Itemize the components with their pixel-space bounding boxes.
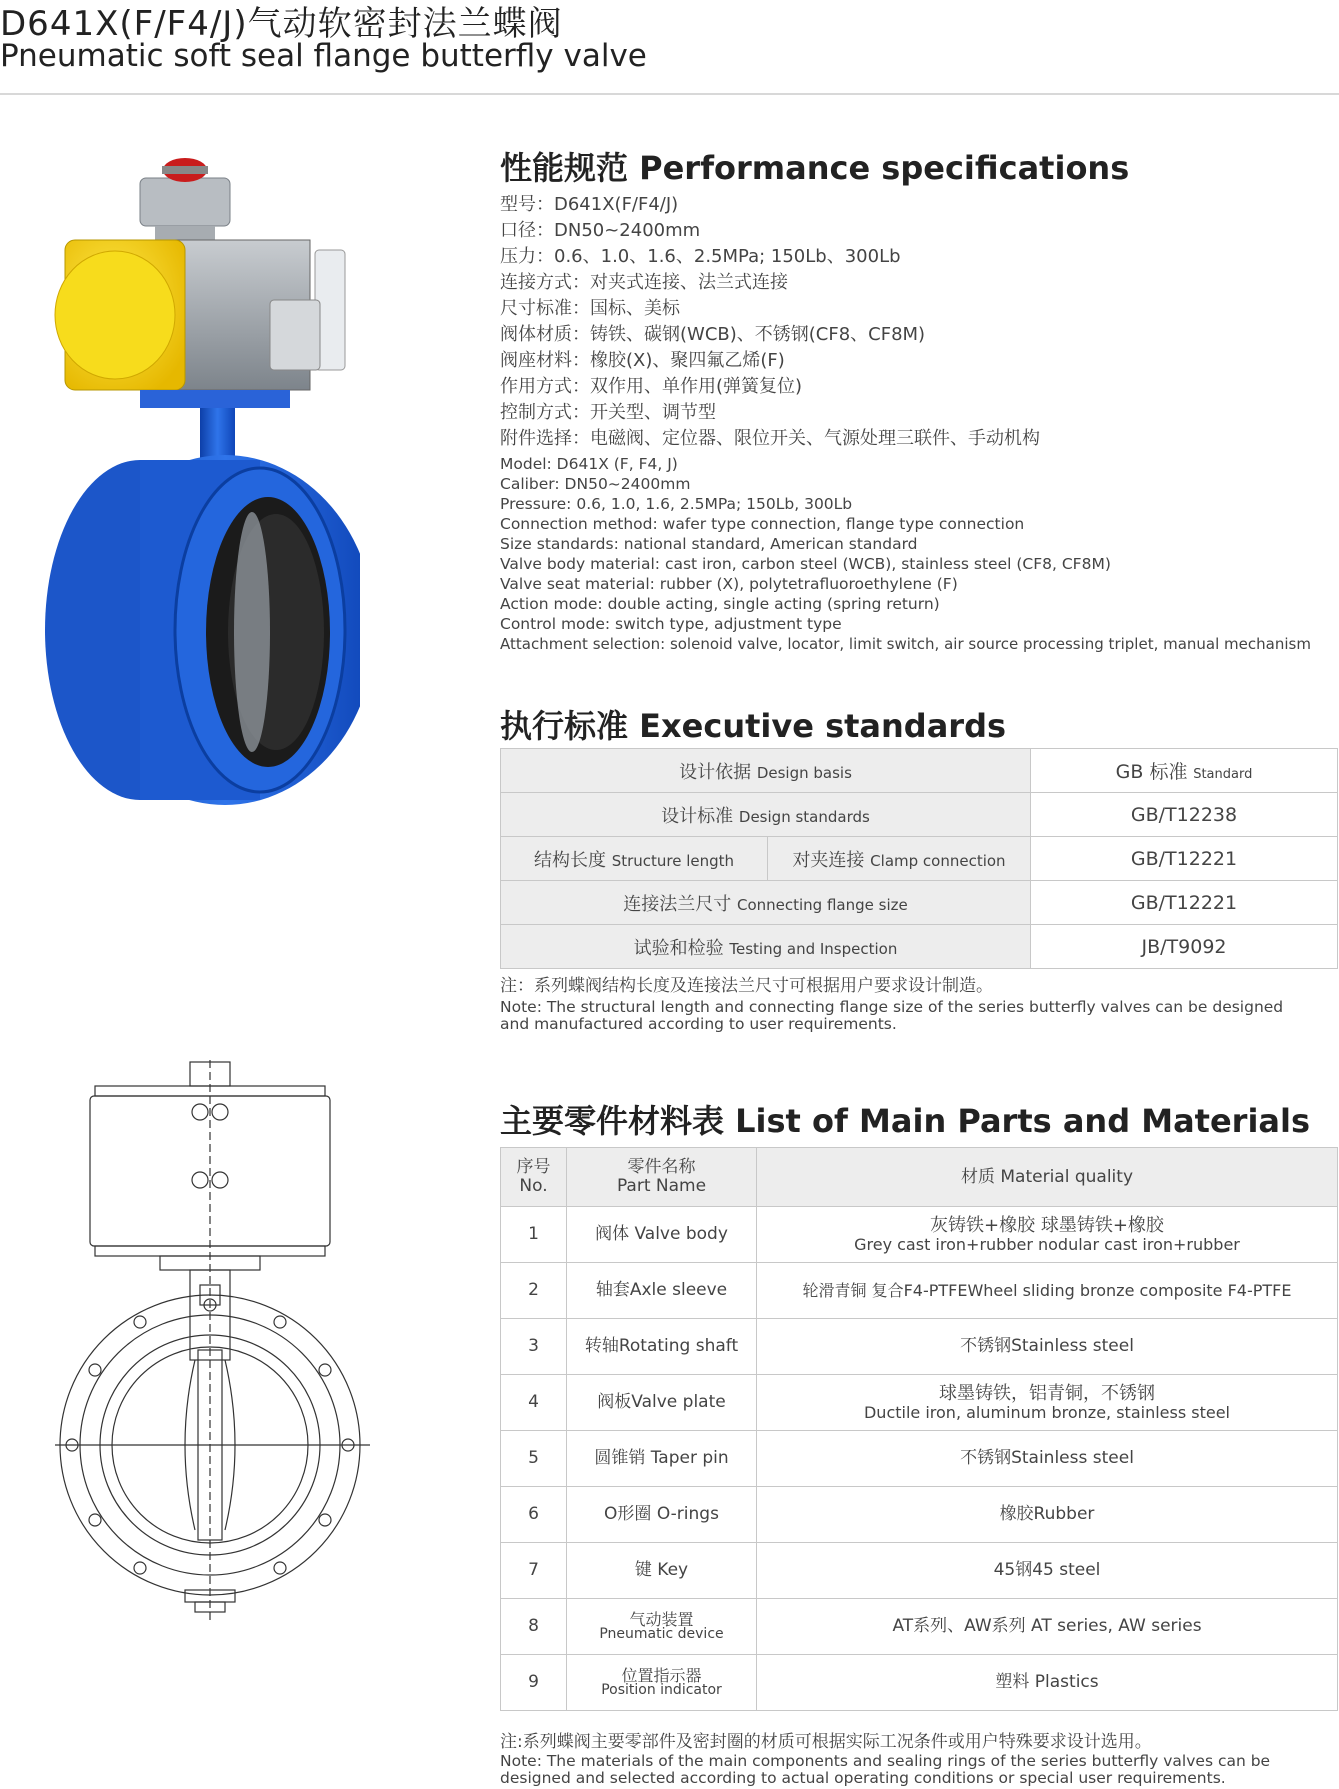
spec-cn-line: 型号：D641X(F/F4/J) xyxy=(500,194,679,215)
row-material: 球墨铸铁，铝青铜，不锈钢 Ductile iron, aluminum bronze, stainless steel xyxy=(757,1375,1338,1431)
table-cell: GB/T12238 xyxy=(1031,793,1338,837)
header-material: 材质 Material quality xyxy=(757,1148,1338,1207)
standards-heading: 执行标准 Executive standards xyxy=(500,707,1007,745)
row-name: O形圈 O-rings xyxy=(567,1487,757,1543)
standards-note-en: Note: The structural length and connecting flange size of the series butterfly valves can be designed xyxy=(500,998,1284,1016)
standards-note-cn: 注：系列蝶阀结构长度及连接法兰尺寸可根据用户要求设计制造。 xyxy=(500,976,993,996)
table-cell: 连接法兰尺寸 Connecting flange size xyxy=(501,881,1031,925)
page-title-cn: D641X(F/F4/J)气动软密封法兰蝶阀 xyxy=(0,4,563,44)
valve-drawing xyxy=(55,1060,375,1620)
spec-cn-line: 作用方式：双作用、单作用(弹簧复位) xyxy=(500,376,803,397)
table-cell: GB/T12221 xyxy=(1031,881,1338,925)
row-no: 9 xyxy=(501,1655,567,1711)
row-name: 键 Key xyxy=(567,1543,757,1599)
parts-heading: 主要零件材料表 List of Main Parts and Materials xyxy=(500,1102,1311,1140)
standards-note-en: and manufactured according to user requirements. xyxy=(500,1015,897,1033)
row-name: 轴套Axle sleeve xyxy=(567,1263,757,1319)
row-no: 2 xyxy=(501,1263,567,1319)
standards-table xyxy=(500,748,1338,969)
table-row xyxy=(501,1319,1338,1375)
performance-cn-list xyxy=(500,192,1040,452)
row-material: 灰铸铁+橡胶 球墨铸铁+橡胶 Grey cast iron+rubber nodular cast iron+rubber xyxy=(757,1207,1338,1263)
row-no: 7 xyxy=(501,1543,567,1599)
table-header-row xyxy=(501,1148,1338,1207)
table-row xyxy=(501,1207,1338,1263)
row-material: 不锈钢Stainless steel xyxy=(757,1319,1338,1375)
spec-en-line: Attachment selection: solenoid valve, locator, limit switch, air source processing triplet, manual mechanism xyxy=(500,635,1311,653)
table-cell: GB 标准 Standard xyxy=(1031,749,1338,793)
parts-table xyxy=(500,1147,1338,1711)
spec-en-line: Connection method: wafer type connection, flange type connection xyxy=(500,515,1025,533)
row-no: 3 xyxy=(501,1319,567,1375)
row-name: 转轴Rotating shaft xyxy=(567,1319,757,1375)
row-no: 6 xyxy=(501,1487,567,1543)
spec-cn-line: 尺寸标准：国标、美标 xyxy=(500,298,680,319)
spec-en-line: Valve seat material: rubber (X), polytetrafluoroethylene (F) xyxy=(500,575,958,593)
table-cell: 设计标准 Design standards xyxy=(501,793,1031,837)
table-cell: 设计依据 Design basis xyxy=(501,749,1031,793)
table-row xyxy=(501,1431,1338,1487)
spec-cn-line: 口径：DN50~2400mm xyxy=(500,220,701,241)
row-no: 1 xyxy=(501,1207,567,1263)
header-no: 序号 No. xyxy=(501,1148,567,1207)
performance-en-list xyxy=(500,454,1311,654)
row-name: 阀体 Valve body xyxy=(567,1207,757,1263)
table-row xyxy=(501,1263,1338,1319)
page-title-en: Pneumatic soft seal flange butterfly valve xyxy=(0,38,647,74)
spec-en-line: Caliber: DN50~2400mm xyxy=(500,475,691,493)
valve-photo xyxy=(40,150,360,890)
table-cell: GB/T12221 xyxy=(1031,837,1338,881)
row-no: 4 xyxy=(501,1375,567,1431)
spec-en-line: Pressure: 0.6, 1.0, 1.6, 2.5MPa; 150Lb, 300Lb xyxy=(500,495,853,513)
spec-cn-line: 附件选择：电磁阀、定位器、限位开关、气源处理三联件、手动机构 xyxy=(500,428,1040,449)
table-row xyxy=(501,881,1338,925)
spec-cn-line: 连接方式：对夹式连接、法兰式连接 xyxy=(500,272,788,293)
title-divider xyxy=(0,93,1339,95)
spec-en-line: Action mode: double acting, single acting (spring return) xyxy=(500,595,940,613)
row-material: AT系列、AW系列 AT series, AW series xyxy=(757,1599,1338,1655)
spec-en-line: Control mode: switch type, adjustment type xyxy=(500,615,842,633)
row-name: 气动装置 Pneumatic device xyxy=(567,1599,757,1655)
table-cell: JB/T9092 xyxy=(1031,925,1338,969)
table-row xyxy=(501,837,1338,881)
table-row xyxy=(501,749,1338,793)
table-row xyxy=(501,1487,1338,1543)
row-name: 圆锥销 Taper pin xyxy=(567,1431,757,1487)
spec-cn-line: 压力：0.6、1.0、1.6、2.5MPa; 150Lb、300Lb xyxy=(500,246,901,267)
parts-note-en: Note: The materials of the main components and sealing rings of the series butterfly valves can be xyxy=(500,1752,1271,1770)
table-cell: 对夹连接 Clamp connection xyxy=(768,837,1031,881)
parts-note-en: designed and selected according to actual operating conditions or special user requirements. xyxy=(500,1769,1226,1787)
row-material: 45钢45 steel xyxy=(757,1543,1338,1599)
row-name: 位置指示器 Position indicator xyxy=(567,1655,757,1711)
table-cell: 试验和检验 Testing and Inspection xyxy=(501,925,1031,969)
row-material: 轮滑青铜 复合F4-PTFEWheel sliding bronze composite F4-PTFE xyxy=(757,1263,1338,1319)
parts-note-cn: 注:系列蝶阀主要零部件及密封圈的材质可根据实际工况条件或用户特殊要求设计选用。 xyxy=(500,1732,1152,1752)
table-row xyxy=(501,925,1338,969)
table-row xyxy=(501,1599,1338,1655)
row-name: 阀板Valve plate xyxy=(567,1375,757,1431)
spec-en-line: Model: D641X (F, F4, J) xyxy=(500,455,678,473)
table-row xyxy=(501,1543,1338,1599)
row-material: 不锈钢Stainless steel xyxy=(757,1431,1338,1487)
table-row xyxy=(501,1375,1338,1431)
spec-cn-line: 阀座材料：橡胶(X)、聚四氟乙烯(F) xyxy=(500,350,785,371)
spec-cn-line: 控制方式：开关型、调节型 xyxy=(500,402,716,423)
spec-en-line: Valve body material: cast iron, carbon steel (WCB), stainless steel (CF8, CF8M) xyxy=(500,555,1111,573)
spec-en-line: Size standards: national standard, American standard xyxy=(500,535,918,553)
table-row xyxy=(501,793,1338,837)
table-cell: 结构长度 Structure length xyxy=(501,837,768,881)
row-no: 8 xyxy=(501,1599,567,1655)
row-material: 橡胶Rubber xyxy=(757,1487,1338,1543)
header-part-name: 零件名称 Part Name xyxy=(567,1148,757,1207)
table-row xyxy=(501,1655,1338,1711)
spec-cn-line: 阀体材质：铸铁、碳钢(WCB)、不锈钢(CF8、CF8M) xyxy=(500,324,926,345)
row-material: 塑料 Plastics xyxy=(757,1655,1338,1711)
performance-heading: 性能规范 Performance specifications xyxy=(500,149,1130,187)
row-no: 5 xyxy=(501,1431,567,1487)
